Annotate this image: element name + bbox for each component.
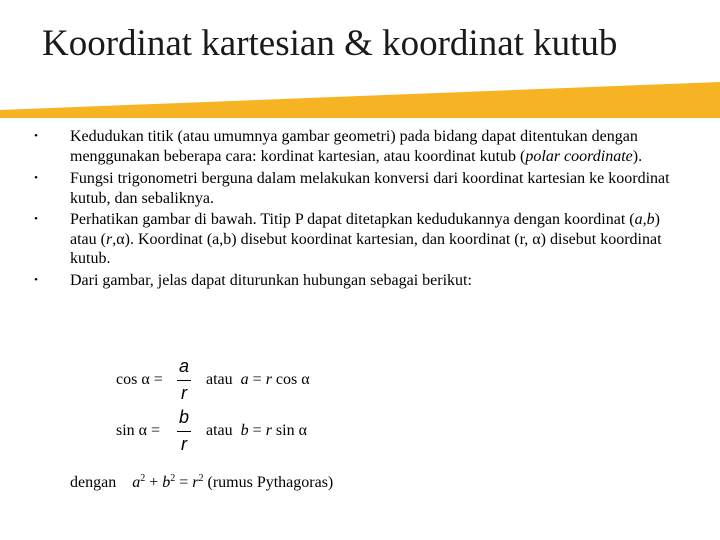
slide-title: Koordinat kartesian & koordinat kutub [42,23,618,64]
bullet-item: • Fungsi trigonometri berguna dalam melakukan konversi dari koordinat kartesian ke koordinat kutub, dan sebaliknya. [36,169,686,208]
bullet-item: • Dari gambar, jelas dapat diturunkan hubungan sebagai berikut: [36,271,686,291]
cos-relation: atau a = r cos α [206,371,310,388]
fraction-bar [177,431,191,432]
bullet-dot: • [34,130,38,142]
slide: Koordinat kartesian & koordinat kutub • Kedudukan titik (atau umumnya gambar geometri) pada bidang dapat ditentukan dengan menggunakan beberapa cara: kordinat kartesian, atau koordinat kutub (polar coordinate). • Fungsi trigonometri berguna dalam melakukan konversi dari koordinat kartesian ke koordinat kutub, dan sebaliknya. • Perhatikan gambar di bawah. Titip P dapat ditetapkan kedudukannya dengan koordinat (a,b) atau (r,α). Koordinat (a,b) disebut koordinat kartesian, dan koordinat (r, α) disebut koordinat kutub. • Dari gambar, jelas dapat diturunkan hubungan sebagai berikut: cos α = a r atau a = r cos α sin α = b r atau b = r sin α dengan $a^2 + b^2 = r^2$ (rumus Pythagoras) [0,0,720,540]
sin-formula: sin α = [116,422,161,439]
fraction-bar [177,380,191,381]
bullet-list [36,127,686,292]
pythagoras-formula: dengan $a^2 + b^2 = r^2$ (rumus Pythagoras) [70,473,334,491]
bullet-item: • Perhatikan gambar di bawah. Titip P dapat ditetapkan kedudukannya dengan koordinat (a,b) atau (r,α). Koordinat (a,b) disebut koordinat kartesian, dan koordinat (r, α) disebut koordinat kutub. [36,210,686,269]
bullet-dot: • [34,273,38,286]
bullet-dot: • [34,172,38,184]
sin-relation: atau b = r sin α [206,422,307,439]
bullet-dot: • [34,213,38,225]
bullet-item: • Kedudukan titik (atau umumnya gambar geometri) pada bidang dapat ditentukan dengan menggunakan beberapa cara: kordinat kartesian, atau koordinat kutub (polar coordinate). [36,127,686,166]
cos-formula: cos α = [116,371,163,388]
